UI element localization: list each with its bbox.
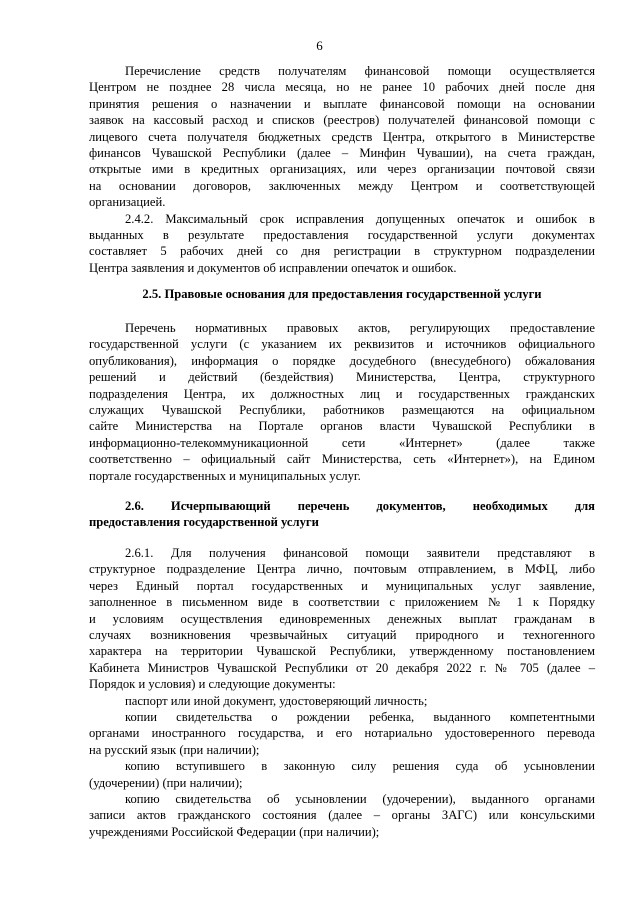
paragraph-transfer-of-funds — [89, 63, 595, 211]
list-item-passport — [89, 693, 595, 709]
text-line: подразделения Центра, их должностных лиц и государственных гражданских — [89, 386, 595, 401]
text-line: копию свидетельства об усыновлении (удочерении), выданного органами — [125, 792, 595, 806]
text-line: на основании договоров, заключенных между Центром и соответствующей — [89, 178, 595, 193]
text-line: записи актов гражданского состояния (далее – органы ЗАГС) или консульскими — [89, 808, 595, 823]
page-number: 6 — [316, 38, 323, 53]
text-line: лицевого счета получателя бюджетных средств Центра, открытого в Министерстве — [89, 129, 595, 144]
text-line: Центра заявления и документов об исправлении опечаток и ошибок. — [89, 260, 457, 275]
text-line: и условиям осуществления единовременных денежных выплат гражданам в — [89, 611, 595, 626]
text-line: 2.6.1. Для получения финансовой помощи заявители представляют в — [125, 546, 595, 560]
text-line: организацией. — [89, 195, 166, 210]
text-line: копию вступившего в законную силу решения суда об усыновлении — [125, 759, 595, 774]
text-line: открытые ими в кредитных организациях, или через организации почтовой связи — [89, 162, 595, 177]
text-line: Перечисление средств получателям финансовой помощи осуществляется — [125, 64, 595, 78]
text-line: органами иностранного государства, и его нотариально удостоверенного перевода — [89, 726, 595, 741]
list-item-birth-certificate — [89, 709, 595, 758]
text-line: выданных в результате предоставления государственной услуги документах — [89, 228, 595, 242]
text-line: сайте Министерства на Портале органов власти Чувашской Республики в — [89, 419, 595, 434]
text-line: служащих Чувашской Республики, работников размещаются на официальном — [89, 403, 595, 418]
text-line: Центром не позднее 28 числа месяца, но не ранее 10 рабочих дней после дня — [89, 80, 595, 95]
paragraph-legal-acts — [89, 320, 595, 484]
heading-2-6 — [89, 498, 595, 531]
text-line: государственной услуги (с указанием их реквизитов и источников официального — [89, 337, 595, 352]
text-line: учреждениями Российской Федерации (при наличии); — [89, 824, 380, 839]
text-line: решений и действий (бездействия) Министерства, Центра, структурного — [89, 370, 595, 385]
list-item-adoption-certificate — [89, 791, 595, 840]
text-line: составляет 5 рабочих дней со дня регистрации в структурном подразделении — [89, 244, 595, 259]
text-line: через Единый портал государственных и муниципальных услуг заявление, — [89, 578, 595, 593]
paragraph-2-4-2 — [89, 211, 595, 277]
text-line: 2.4.2. Максимальный срок исправления допущенных опечаток и ошибок в — [125, 211, 595, 226]
text-line: информационно-телекоммуникационной сети «Интернет» (далее также — [89, 435, 595, 450]
text-line: (удочерении) (при наличии); — [89, 775, 243, 790]
text-line: портале государственных и муниципальных услуг. — [89, 468, 361, 483]
text-line: Перечень нормативных правовых актов, регулирующих предоставление — [125, 321, 595, 335]
heading-2-5: 2.5. Правовые основания для предоставления государственной услуги — [142, 287, 542, 301]
text-line: заявок на кассовый расход и списков (реестров) получателей финансовой помощи с — [89, 113, 595, 128]
paragraph-2-6-1 — [89, 545, 595, 693]
text-line: принятия решения о назначении и выплате финансовой помощи на основании — [89, 96, 595, 111]
text-line: заполненное в письменном виде в соответствии с приложением № 1 к Порядку — [89, 595, 595, 610]
text-line: опубликования), информация о порядке досудебного (внесудебного) обжалования — [89, 353, 595, 368]
text-line: на русский язык (при наличии); — [89, 742, 260, 757]
text-line: финансов Чувашской Республики (далее – Минфин Чувашии), на счета граждан, — [89, 146, 595, 161]
text-line: Порядок и условия) и следующие документы: — [89, 677, 336, 692]
text-line: характера на территории Чувашской Республики, утвержденному постановлением — [89, 644, 595, 659]
text-line: предоставления государственной услуги — [89, 515, 319, 530]
text-line: структурное подразделение Центра лично, почтовым отправлением, в МФЦ, либо — [89, 562, 595, 577]
list-item-court-decision — [89, 758, 595, 791]
text-line: Кабинета Министров Чувашской Республики от 20 декабря 2022 г. № 705 (далее – — [89, 660, 595, 675]
text-line: копии свидетельства о рождении ребенка, выданного компетентными — [125, 710, 595, 724]
text-line: случаях возникновения чрезвычайных ситуаций природного и техногенного — [89, 628, 595, 643]
text-line: паспорт или иной документ, удостоверяющий личность; — [125, 693, 428, 708]
text-line: 2.6. Исчерпывающий перечень документов, необходимых для — [125, 499, 595, 513]
text-line: соответственно – официальный сайт Министерства, сеть «Интернет»), на Едином — [89, 452, 595, 467]
